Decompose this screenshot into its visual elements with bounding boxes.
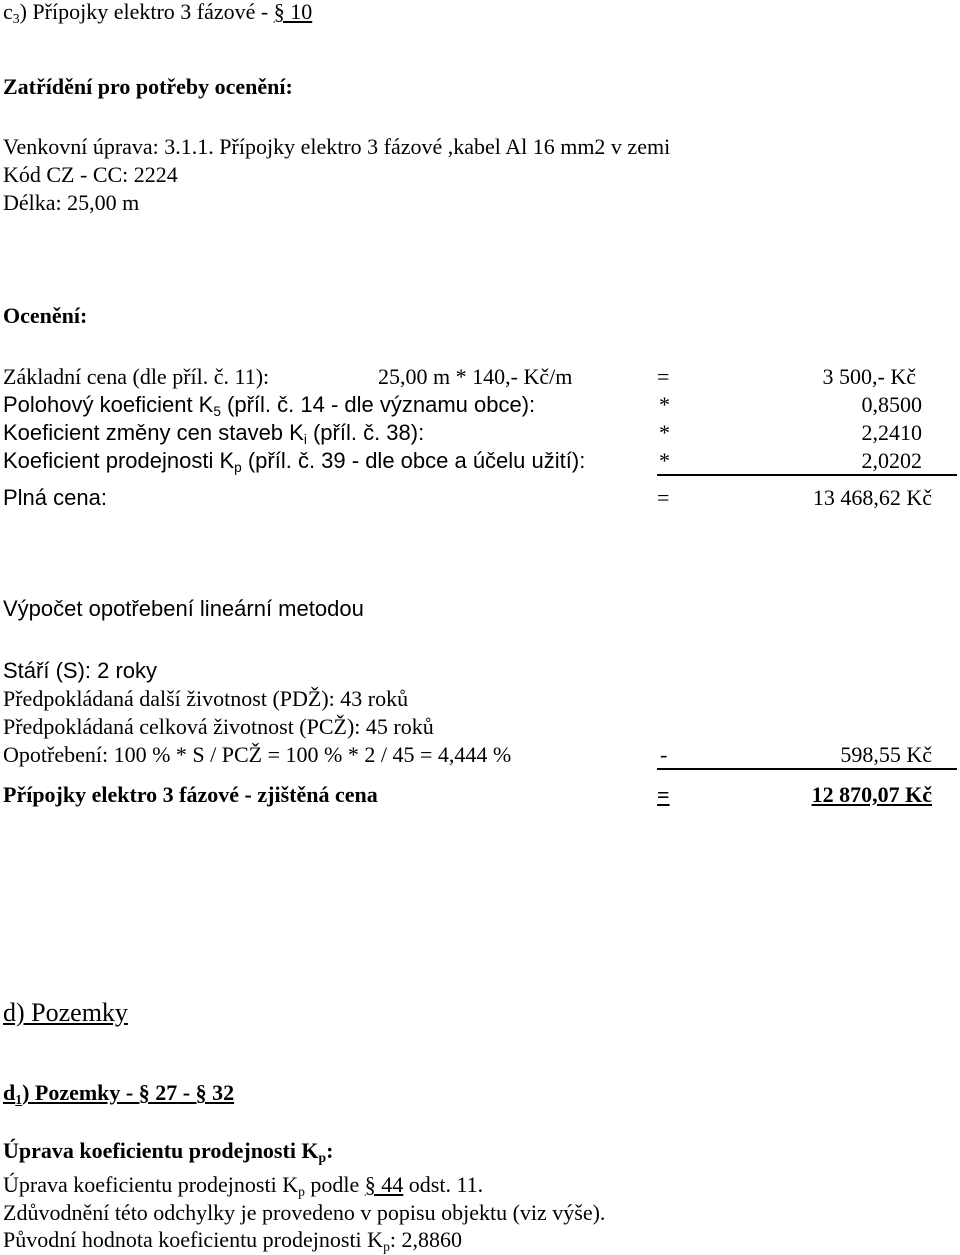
full-price-operator: = (657, 485, 670, 510)
section-number: § 10 (273, 0, 313, 24)
location-coefficient-value: 0,8500 (861, 392, 922, 417)
subtotal-divider (657, 474, 957, 476)
age-line: Stáří (S): 2 roky (3, 658, 158, 683)
marketability-coefficient-operator: * (659, 448, 670, 473)
heading-text: ) Přípojky elektro 3 fázové - (19, 0, 274, 24)
base-price-calc: 25,00 m * 140,- Kč/m (378, 364, 573, 389)
marketability-coefficient-label: Koeficient prodejnosti $K_p$ (příl. č. 39 - dle obce a účelu užití): (3, 448, 586, 476)
classification-line-1: Venkovní úprava: 3.1.1. Přípojky elektro 3 fázové ,kabel Al 16 mm2 v zemi (3, 134, 671, 159)
total-life-line: Předpokládaná celková životnost (PCŽ): 45 roků (3, 714, 434, 739)
full-price-label: Plná cena: (3, 485, 107, 510)
adjustment-line-1: Úprava koeficientu prodejnosti $K_p$ podle § 44 odst. 11. (3, 1172, 484, 1200)
valuation-heading: Ocenění: (3, 303, 88, 328)
price-change-coefficient-label: Koeficient změny cen staveb $K_i$ (příl. č. 38): (3, 420, 425, 448)
heading-prefix: c (3, 0, 13, 24)
classification-heading: Zatřídění pro potřeby ocenění: (3, 74, 293, 99)
adjustment-line-2: Zdůvodnění této odchylky je provedeno v popisu objektu (viz výše). (3, 1200, 606, 1225)
heading-subscript: 3 (12, 11, 20, 27)
section-number: § 32 (195, 1080, 235, 1105)
base-price-operator: = (657, 364, 670, 389)
result-label: Přípojky elektro 3 fázové - zjištěná cena (3, 782, 378, 807)
adjustment-heading: Úprava koeficientu prodejnosti $K_p$: (3, 1138, 334, 1166)
wear-divider (657, 768, 957, 770)
result-value: 12 870,07 Kč (811, 782, 932, 807)
marketability-coefficient-value: 2,0202 (861, 448, 922, 473)
base-price-label: Základní cena (dle příl. č. 11): (3, 364, 270, 389)
result-operator: = (657, 782, 670, 807)
wear-operator: - (660, 742, 668, 767)
depreciation-heading: Výpočet opotřebení lineární metodou (3, 596, 364, 621)
remaining-life-line: Předpokládaná další životnost (PDŽ): 43 roků (3, 686, 409, 711)
classification-line-3: Délka: 25,00 m (3, 190, 140, 215)
section-number: § 27 (138, 1080, 178, 1105)
location-coefficient-label: Polohový koeficient $K_5$ (příl. č. 14 - dle významu obce): (3, 392, 536, 420)
price-change-coefficient-value: 2,2410 (861, 420, 922, 445)
section-heading-d: d) Pozemky (3, 998, 128, 1027)
wear-line: Opotřebení: 100 % * S / PCŽ = 100 % * 2 / 45 = 4,444 % (3, 742, 512, 767)
section-heading-c3 (3, 0, 313, 27)
section-heading-d1: $d_1$) Pozemky - § 27 - § 32 (3, 1080, 235, 1108)
wear-value: 598,55 Kč (840, 742, 932, 767)
full-price-value: 13 468,62 Kč (812, 485, 932, 510)
classification-line-2: Kód CZ - CC: 2224 (3, 162, 178, 187)
price-change-coefficient-operator: * (659, 420, 670, 445)
base-price-value: 3 500,- Kč (822, 364, 916, 389)
location-coefficient-operator: * (659, 392, 670, 417)
section-number: § 44 (364, 1172, 404, 1197)
adjustment-line-3: Původní hodnota koeficientu prodejnosti $K_p$: 2,8860 (3, 1227, 462, 1255)
